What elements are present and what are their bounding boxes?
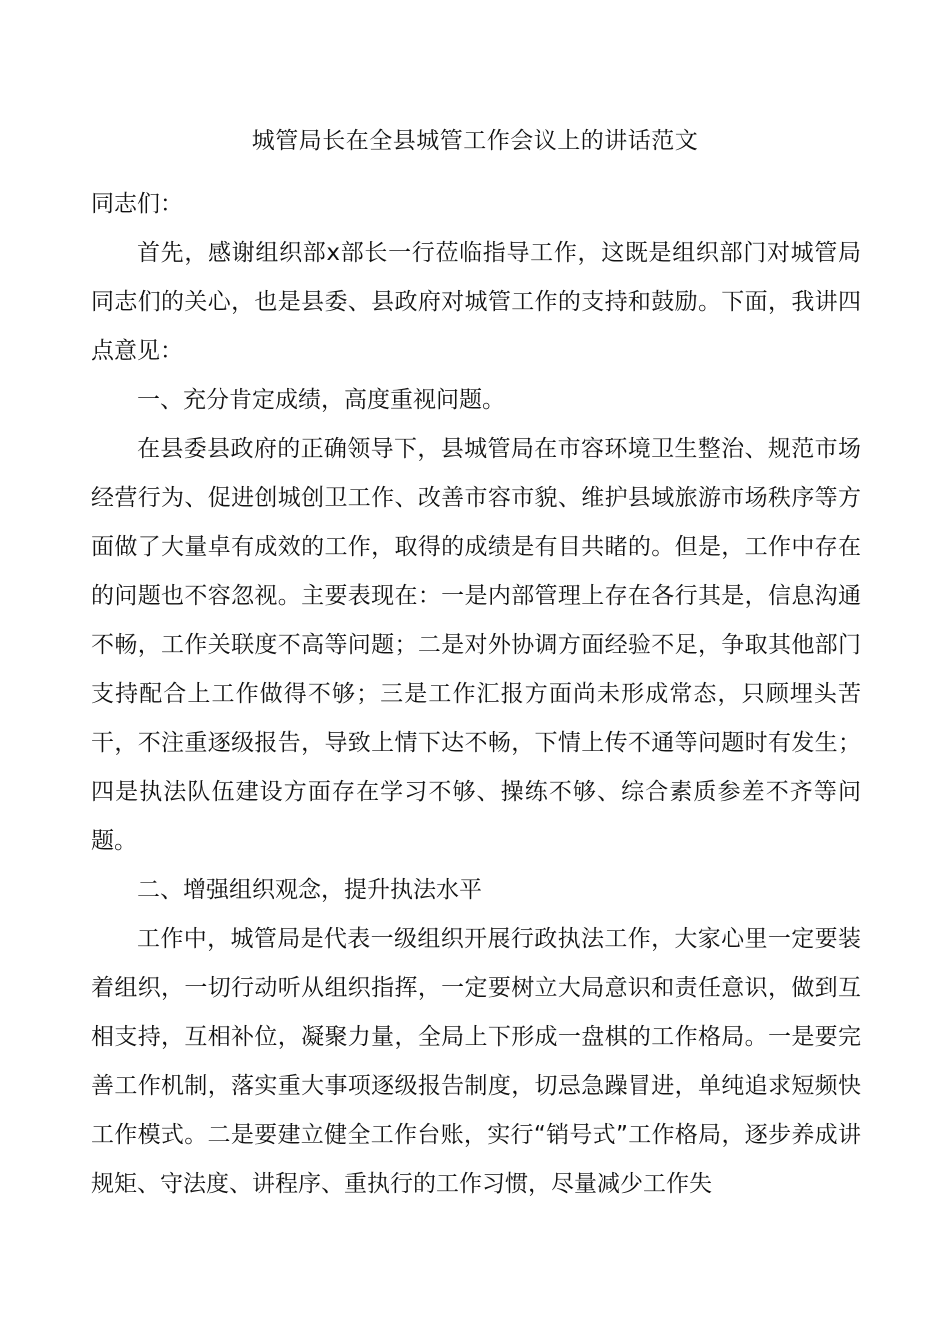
section-heading-2: 二、增强组织观念，提升执法水平 xyxy=(137,877,482,903)
paragraph-section-2: 工作中，城管局是代表一级组织开展行政执法工作，大家心里一定要装着组织，一切行动听从组织指挥，一定要树立大局意识和责任意识，做到互相支持，互相补位，凝聚力量，全局上下形成一盘棋的工作格局。一是要完善工作机制，落实重大事项逐级报告制度，切忌急躁冒进，单纯追求短频快工作模式。二是要建立健全工作台账，实行“销号式”工作格局，逐步养成讲规矩、守法度、讲程序、重执行的工作习惯，尽量减少工作失 xyxy=(91,926,861,1197)
salutation: 同志们： xyxy=(91,191,183,217)
document-body xyxy=(91,180,861,1209)
section-heading-1: 一、充分肯定成绩，高度重视问题。 xyxy=(137,387,505,413)
paragraph-section-1: 在县委县政府的正确领导下，县城管局在市容环境卫生整治、规范市场经营行为、促进创城创卫工作、改善市容市貌、维护县域旅游市场秩序等方面做了大量卓有成效的工作，取得的成绩是有目共睹的。但是，工作中存在的问题也不容忽视。主要表现在：一是内部管理上存在各行其是，信息沟通不畅，工作关联度不高等问题；二是对外协调方面经验不足，争取其他部门支持配合上工作做得不够；三是工作汇报方面尚未形成常态，只顾埋头苦干，不注重逐级报告，导致上情下达不畅，下情上传不通等问题时有发生；四是执法队伍建设方面存在学习不够、操练不够、综合素质参差不齐等问题。 xyxy=(91,436,861,854)
document-title: 城管局长在全县城管工作会议上的讲话范文 xyxy=(251,128,699,154)
paragraph-intro: 首先，感谢组织部x部长一行莅临指导工作，这既是组织部门对城管局同志们的关心，也是县委、县政府对城管工作的支持和鼓励。下面，我讲四点意见： xyxy=(91,240,861,364)
